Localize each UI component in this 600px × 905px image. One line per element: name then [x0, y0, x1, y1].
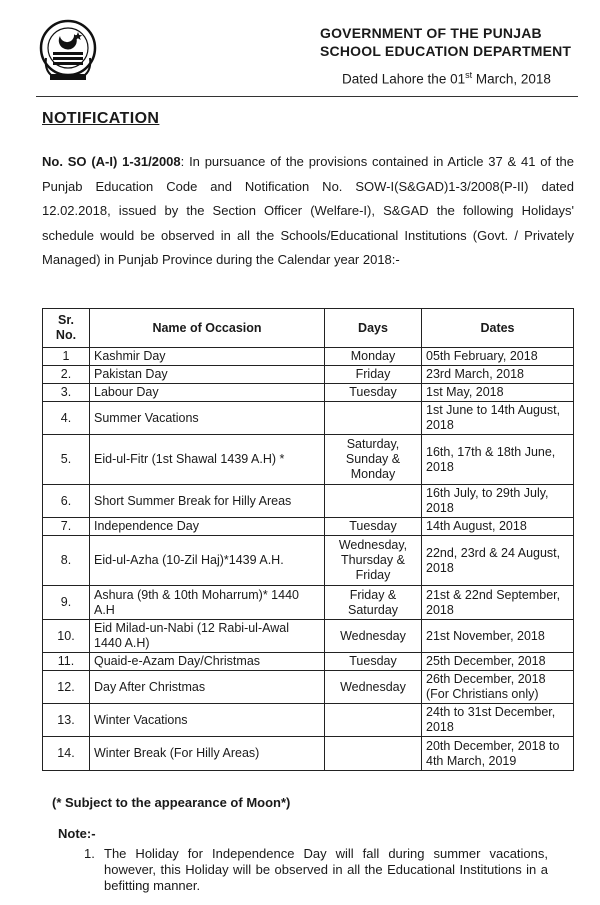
table-header-row — [43, 309, 574, 348]
department-title: SCHOOL EDUCATION DEPARTMENT — [320, 43, 572, 59]
table-row: 6. Short Summer Break for Hilly Areas 16th July, to 29th July, 2018 — [43, 485, 574, 518]
table-row: 10. Eid Milad-un-Nabi (12 Rabi-ul-Awal 1440 A.H) Wednesday 21st November, 2018 — [43, 620, 574, 653]
table-row: 4. Summer Vacations 1st June to 14th August, 2018 — [43, 402, 574, 435]
note-heading: Note:- — [58, 826, 96, 841]
table-row: 5. Eid-ul-Fitr (1st Shawal 1439 A.H) * Saturday, Sunday & Monday 16th, 17th & 18th June, 2018 — [43, 435, 574, 485]
table-row: 2. Pakistan Day Friday 23rd March, 2018 — [43, 366, 574, 384]
table-row: 8. Eid-ul-Azha (10-Zil Haj)*1439 A.H. Wednesday, Thursday & Friday 22nd, 23rd & 24 August, 2018 — [43, 536, 574, 586]
table-row: 13. Winter Vacations 24th to 31st December, 2018 — [43, 704, 574, 737]
header-divider — [36, 96, 578, 97]
holiday-table — [42, 308, 574, 771]
notification-number: No. SO (A-I) 1-31/2008 — [42, 154, 181, 169]
moon-footnote: (* Subject to the appearance of Moon*) — [52, 795, 291, 810]
table-row: 1 Kashmir Day Monday 05th February, 2018 — [43, 348, 574, 366]
table-row: 14. Winter Break (For Hilly Areas) 20th December, 2018 to 4th March, 2019 — [43, 737, 574, 771]
note-item-text: The Holiday for Independence Day will fall during summer vacations, however, this Holiday will be observed in all the Educational Institutions in a befitting manner. — [104, 846, 548, 893]
header-sr-no: Sr. No. — [43, 309, 90, 348]
header-occasion: Name of Occasion — [90, 309, 325, 348]
notification-text: : In pursuance of the provisions contained in Article 37 & 41 of the Punjab Education Code and Notification No. SOW-I(S&GAD)1-3/2008(P-II) dated 12.02.2018, issued by the Section Officer (Welfare-I), S&GAD the following Holidays' schedule would be observed in all the Schools/Educational Institutions (Govt. / Privately Managed) in Punjab Province during the Calendar year 2018:- — [42, 154, 574, 267]
notification-body — [42, 150, 574, 273]
table-row: 7. Independence Day Tuesday 14th August, 2018 — [43, 518, 574, 536]
letterhead — [320, 24, 580, 89]
table-row: 3. Labour Day Tuesday 1st May, 2018 — [43, 384, 574, 402]
dated-line: Dated Lahore the 01st March, 2018 — [342, 70, 551, 87]
notification-title: NOTIFICATION — [42, 110, 160, 127]
table-row: 11. Quaid-e-Azam Day/Christmas Tuesday 25th December, 2018 — [43, 653, 574, 671]
header-dates: Dates — [422, 309, 574, 348]
note-item-number: 1. — [84, 846, 95, 861]
table-row: 12. Day After Christmas Wednesday 26th December, 2018 (For Christians only) — [43, 671, 574, 704]
punjab-government-emblem-icon — [38, 18, 98, 82]
government-title: GOVERNMENT OF THE PUNJAB — [320, 25, 542, 41]
table-row: 9. Ashura (9th & 10th Moharrum)* 1440 A.H Friday & Saturday 21st & 22nd September, 2018 — [43, 586, 574, 620]
header-days: Days — [325, 309, 422, 348]
note-item — [84, 846, 548, 894]
